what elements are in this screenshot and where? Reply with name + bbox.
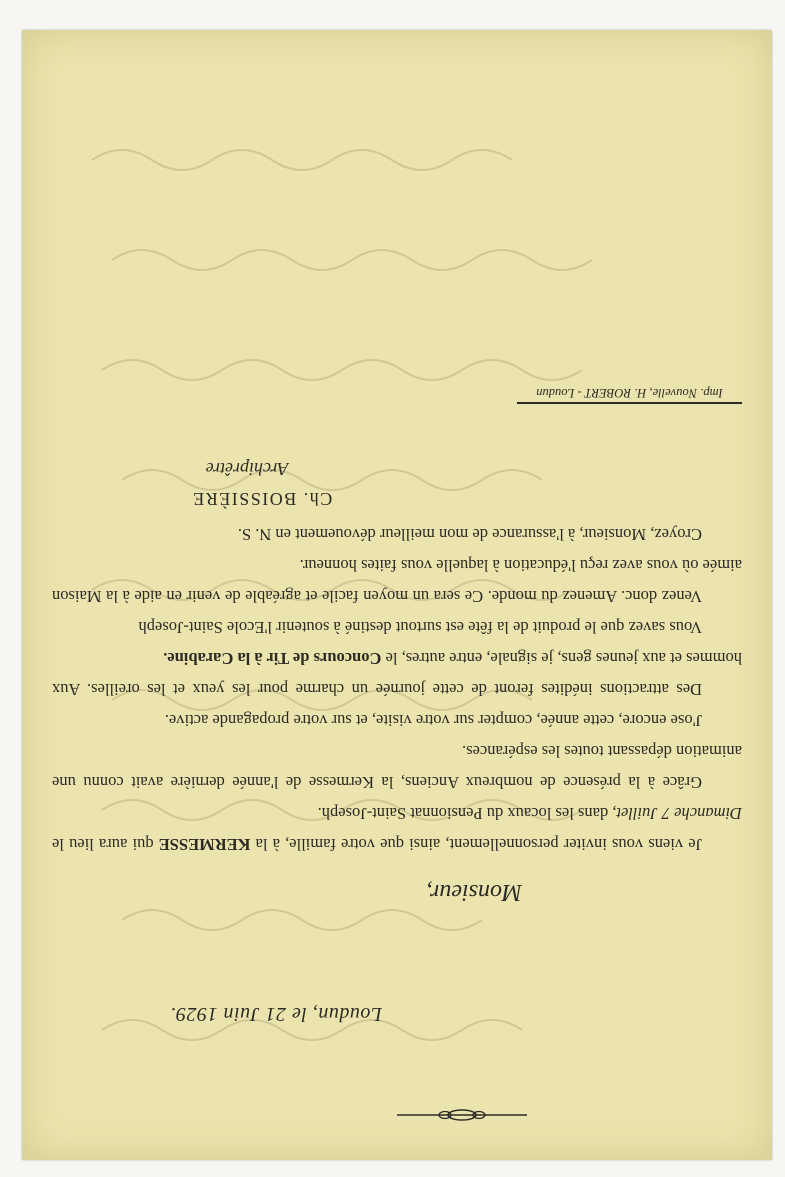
salutation: Monsieur,: [426, 879, 522, 905]
paragraph-visit: J'ose encore, cette année, compter sur votre visite, et sur votre propagande active.: [164, 711, 702, 730]
kermesse-word: KERMESSE: [158, 835, 251, 854]
printer-imprint: Imp. Nouvelle, H. ROBERT - Loudun: [517, 385, 742, 404]
event-date: Dimanche 7 Juillet,: [612, 804, 742, 823]
concours-tir: Concours de Tir à la Carabine.: [163, 649, 382, 668]
paper-sheet: [22, 30, 772, 1160]
text-segment: dans les locaux du Pensionnat Saint-Joseph.: [317, 804, 613, 823]
signature-name: Ch. BOISSIÈRE: [191, 489, 333, 509]
paragraph-purpose: Vous savez que le produit de la fête est surtout destiné à soutenir l'Ecole Saint-Joseph: [138, 618, 702, 637]
signature-title: Archiprêtre: [205, 459, 289, 479]
text-segment: Je viens vous inviter personnellement, ainsi que votre famille, à la: [250, 835, 702, 854]
printed-letter: [22, 30, 772, 1160]
paragraph-last-year: Grâce à la présence de nombreux Anciens, la Kermesse de l'année dernière avait connu une animation dépassant toutes les espérances.: [52, 742, 742, 792]
ornament-divider: [397, 1108, 527, 1122]
paragraph-come: Venez donc. Amenez du monde. Ce sera un moyen facile et agréable de venir en aide à la Maison aimée où vous avez reçu l'éducation à laquelle vous faites honneur.: [52, 556, 742, 606]
paragraph-closing: Croyez, Monsieur, à l'assurance de mon meilleur dévouement en N. S.: [237, 525, 702, 544]
paragraph-invitation: [52, 798, 742, 860]
text-segment: qui aura lieu le: [52, 835, 159, 854]
letter-body: [52, 519, 742, 860]
letter-date: Loudun, le 21 Juin 1929.: [170, 1003, 382, 1025]
paragraph-attractions: [52, 643, 742, 705]
text-segment: Des attractions inédites feront de cette journée un charme pour les yeux et les oreilles. Aux hommes et aux jeunes gens, je signale, entre autres, le: [52, 649, 742, 699]
